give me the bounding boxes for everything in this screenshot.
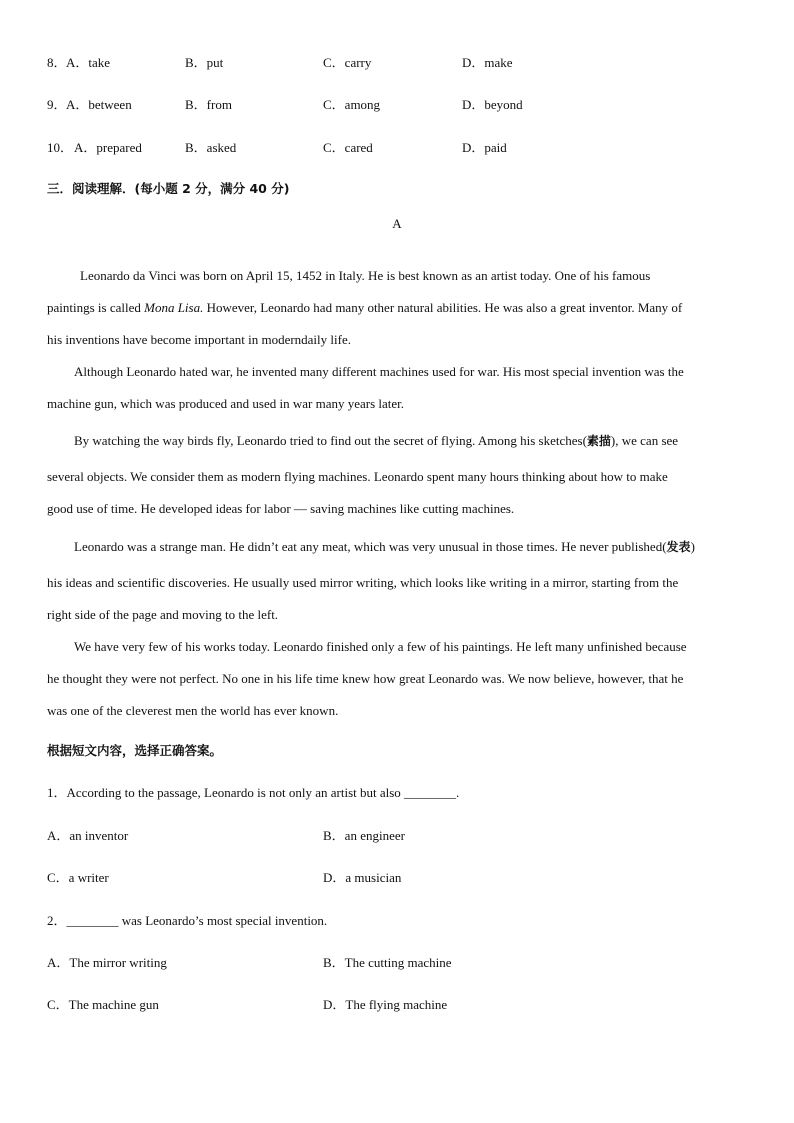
paragraph-line: Leonardo da Vinci was born on April 15, 1452 in Italy. He is best known as an artist today. One of his famous xyxy=(80,268,651,283)
option-d: D．a musician xyxy=(323,870,402,885)
option-c: C．among xyxy=(323,97,381,112)
paragraph-line: he thought they were not perfect. No one in his life time knew how great Leonardo was. We now believe, however, that he xyxy=(47,671,684,686)
option-c: C．a writer xyxy=(47,870,109,885)
option-d: D．The flying machine xyxy=(323,997,448,1012)
option-c: C．carry xyxy=(323,55,372,70)
option-a: A．an inventor xyxy=(47,828,129,843)
paragraph-line: his ideas and scientific discoveries. He usually used mirror writing, which looks like writing in a mirror, starting from the xyxy=(47,575,679,590)
option-b: B．The cutting machine xyxy=(323,955,452,970)
option-d: D．beyond xyxy=(462,97,523,112)
question-number: 10． xyxy=(47,140,74,155)
instruction-text: 根据短文内容，选择正确答案。 xyxy=(47,743,223,758)
chinese-gloss: 素描 xyxy=(586,434,611,448)
paragraph-line: Although Leonardo hated war, he invented many different machines used for war. His most special invention was the xyxy=(74,364,684,379)
italic-title: Mona Lisa. xyxy=(144,300,204,315)
option-b: B．from xyxy=(185,97,232,112)
passage-label: A xyxy=(392,216,402,231)
text-run: However, Leonardo had many other natural abilities. He was also a great inventor. Many of xyxy=(203,300,683,315)
paragraph-line: machine gun, which was produced and used in war many years later. xyxy=(47,396,405,411)
option-d: D．paid xyxy=(462,140,507,155)
question-number: 8． xyxy=(47,55,67,70)
option-b: B．an engineer xyxy=(323,828,405,843)
passage-paragraph-1 xyxy=(47,260,747,356)
option-c: C．cared xyxy=(323,140,373,155)
section-heading: 三．阅读理解．(每小题 2 分，满分 40 分) xyxy=(47,181,290,196)
paragraph-line: several objects. We consider them as modern flying machines. Leonardo spent many hours thinking about how to make xyxy=(47,469,668,484)
option-a: A．prepared xyxy=(74,140,142,155)
passage-paragraph-5 xyxy=(47,631,747,727)
option-a: A．The mirror writing xyxy=(47,955,167,970)
passage-paragraph-2 xyxy=(47,356,747,420)
option-b: B．asked xyxy=(185,140,237,155)
text-run: paintings is called xyxy=(47,300,145,315)
paragraph-line: good use of time. He developed ideas for labor — saving machines like cutting machines. xyxy=(47,501,515,516)
passage-paragraph-3 xyxy=(47,425,747,525)
paragraph-line xyxy=(47,292,747,324)
option-d: D．make xyxy=(462,55,513,70)
paragraph-line: right side of the page and moving to the left. xyxy=(47,607,279,622)
option-b: B．put xyxy=(185,55,224,70)
chinese-gloss: 发表 xyxy=(666,540,691,554)
option-a: A．take xyxy=(66,55,111,70)
text-run: ), we can see xyxy=(610,433,679,448)
paragraph-line: was one of the cleverest men the world has ever known. xyxy=(47,703,339,718)
text-run: By watching the way birds fly, Leonardo tried to find out the secret of flying. Among his sketches( xyxy=(74,433,587,448)
question-stem: 1．According to the passage, Leonardo is not only an artist but also ________. xyxy=(47,785,460,800)
question-stem: 2．________ was Leonardo’s most special invention. xyxy=(47,913,328,928)
text-run: ) xyxy=(690,539,695,554)
passage-paragraph-4 xyxy=(47,531,747,631)
paragraph-line xyxy=(47,531,747,567)
option-c: C．The machine gun xyxy=(47,997,159,1012)
paragraph-line: We have very few of his works today. Leonardo finished only a few of his paintings. He left many unfinished because xyxy=(74,639,687,654)
paragraph-line: his inventions have become important in moderndaily life. xyxy=(47,332,351,347)
option-a: A．between xyxy=(66,97,132,112)
question-number: 9． xyxy=(47,97,67,112)
text-run: Leonardo was a strange man. He didn’t eat any meat, which was very unusual in those times. He never published( xyxy=(74,539,667,554)
paragraph-line xyxy=(47,425,747,461)
